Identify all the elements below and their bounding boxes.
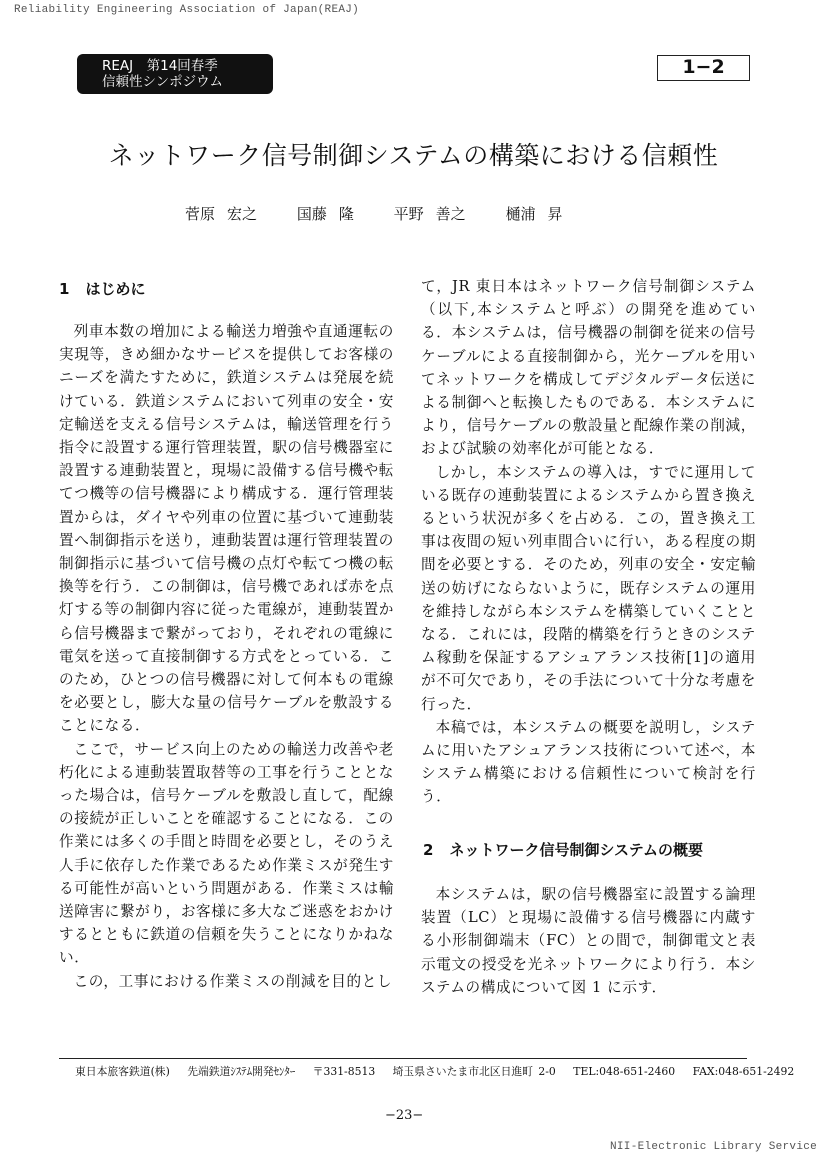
paragraph: ここで，サービス向上のための輸送力改善や老朽化による連動装置取替等の工事を行うこととなった場合は，信号ケーブルを敷設し直して，配線の接続が正しいことを確認することになる．この作業には多くの手間と時間を必要とし，そのうえ人手に依存した作業であるため作業ミスが発生する可能性が高いという問題がある．作業ミスは輸送障害に繋がり，お客様に多大なご迷惑をおかけするとともに鉄道の信頼を失うことになりかねない． xyxy=(59,740,394,967)
footer-affiliation xyxy=(75,1064,806,1079)
author-list xyxy=(185,203,597,224)
paragraph: て，JR 東日本はネットワーク信号制御システム（以下,本システムと呼ぶ）の開発を進めている．本システムは，信号機器の制御を従来の信号ケーブルによる直接制御から，光ケーブルを用いてネットワークを構成してデジタルデータ伝送による制御へと転換したものである．本システムにより，信号ケーブルの敷設量と配線作業の削減，および試験の効率化が可能となる． xyxy=(421,278,756,458)
section-2-heading xyxy=(423,839,703,860)
right-column-body xyxy=(421,275,756,809)
badge-line-2: 信頼性シンポジウム xyxy=(102,74,224,90)
paper-number-box: 1−2 xyxy=(657,55,750,81)
paragraph: この，工事における作業ミスの削減を目的とし xyxy=(73,972,393,990)
author-family-name: 平野 xyxy=(393,205,424,223)
author xyxy=(297,205,354,223)
affiliation-address: 埼玉県さいたま市北区日進町 2-0 xyxy=(392,1065,556,1078)
author-given-name: 昇 xyxy=(547,205,563,223)
paragraph: 本システムは，駅の信号機器室に設置する論理装置（LC）と現場に設備する信号機器に内蔵する小形制御端末（FC）との間で，制御電文と表示電文の授受を光ネットワークにより行う．本システムの構成について図 1 に示す． xyxy=(421,886,756,996)
affiliation-department: 先端鉄道ｼｽﾃﾑ開発ｾﾝﾀｰ xyxy=(187,1065,296,1078)
section-2-body xyxy=(421,883,756,999)
affiliation-postal-code: 〒331-8513 xyxy=(312,1065,376,1078)
page-number: −23− xyxy=(385,1108,424,1123)
affiliation-phone: TEL:048-651-2460 xyxy=(573,1065,676,1078)
author-given-name: 隆 xyxy=(338,205,354,223)
paper-title: ネットワーク信号制御システムの構築における信頼性 xyxy=(108,141,719,170)
affiliation-company: 東日本旅客鉄道(株) xyxy=(75,1065,170,1078)
footer-divider xyxy=(59,1058,747,1059)
author-given-name: 善之 xyxy=(435,205,466,223)
badge-line-1: REAJ 第14回春季 xyxy=(102,58,218,74)
author-family-name: 国藤 xyxy=(296,205,327,223)
affiliation-fax: FAX:048-651-2492 xyxy=(692,1065,795,1078)
section-title: はじめに xyxy=(85,280,146,298)
footer-service-text: NII-Electronic Library Service xyxy=(610,1141,818,1153)
section-number: 2 xyxy=(423,841,434,859)
author-family-name: 菅原 xyxy=(185,205,216,223)
author xyxy=(394,205,466,223)
section-title: ネットワーク信号制御システムの概要 xyxy=(449,841,703,859)
author-family-name: 樋浦 xyxy=(505,205,536,223)
author xyxy=(505,205,562,223)
section-1-heading xyxy=(59,278,145,299)
author-given-name: 宏之 xyxy=(227,205,258,223)
paragraph: しかし，本システムの導入は，すでに運用している既存の連動装置によるシステムから置き換えるという状況が多くを占める．この，置き換え工事は夜間の短い列車間合いに行い，ある程度の期間を必要とする．そのため，列車の安全・安定輸送の妨げにならないように，既存システムの運用を維持しながら本システムを構築していくこととなる．これには，段階的構築を行うときのシステム稼動を保証するアシュアランス技術[1]の適用が不可欠であり，その手法について十分な考慮を行った． xyxy=(421,463,756,713)
author xyxy=(185,205,257,223)
paragraph: 本稿では，本システムの概要を説明し，システムに用いたアシュアランス技術について述べ，本システム構築における信頼性について検討を行う． xyxy=(421,718,756,806)
section-number: 1 xyxy=(59,280,70,298)
header-source-text: Reliability Engineering Association of Japan(REAJ) xyxy=(14,4,360,16)
left-column-body xyxy=(59,320,394,993)
paragraph: 列車本数の増加による輸送力増強や直通運転の実現等，きめ細かなサービスを提供してお客様のニーズを満たすために，鉄道システムは発展を続けている．鉄道システムにおいて列車の安全・安定輸送を支える信号システムは，輸送管理を行う指令に設置する運行管理装置，駅の信号機器室に設置する連動装置と，現場に設備する信号機や転てつ機等の信号機器により構成する．運行管理装置からは，ダイヤや列車の位置に基づいて連動装置へ制御指示を送り，連動装置は運行管理装置の制御指示に基づいて信号機の点灯や転てつ機の転換等を行う．この制御は，信号機であれば赤を点灯する等の制御内容に従った電線が，連動装置から信号機器まで繋がっており，それぞれの電線に電気を送って直接制御する方式をとっている．このため，ひとつの信号機器に対して何本もの電線を必要とし，膨大な量の信号ケーブルを敷設することになる． xyxy=(59,323,394,735)
symposium-badge xyxy=(77,54,273,94)
